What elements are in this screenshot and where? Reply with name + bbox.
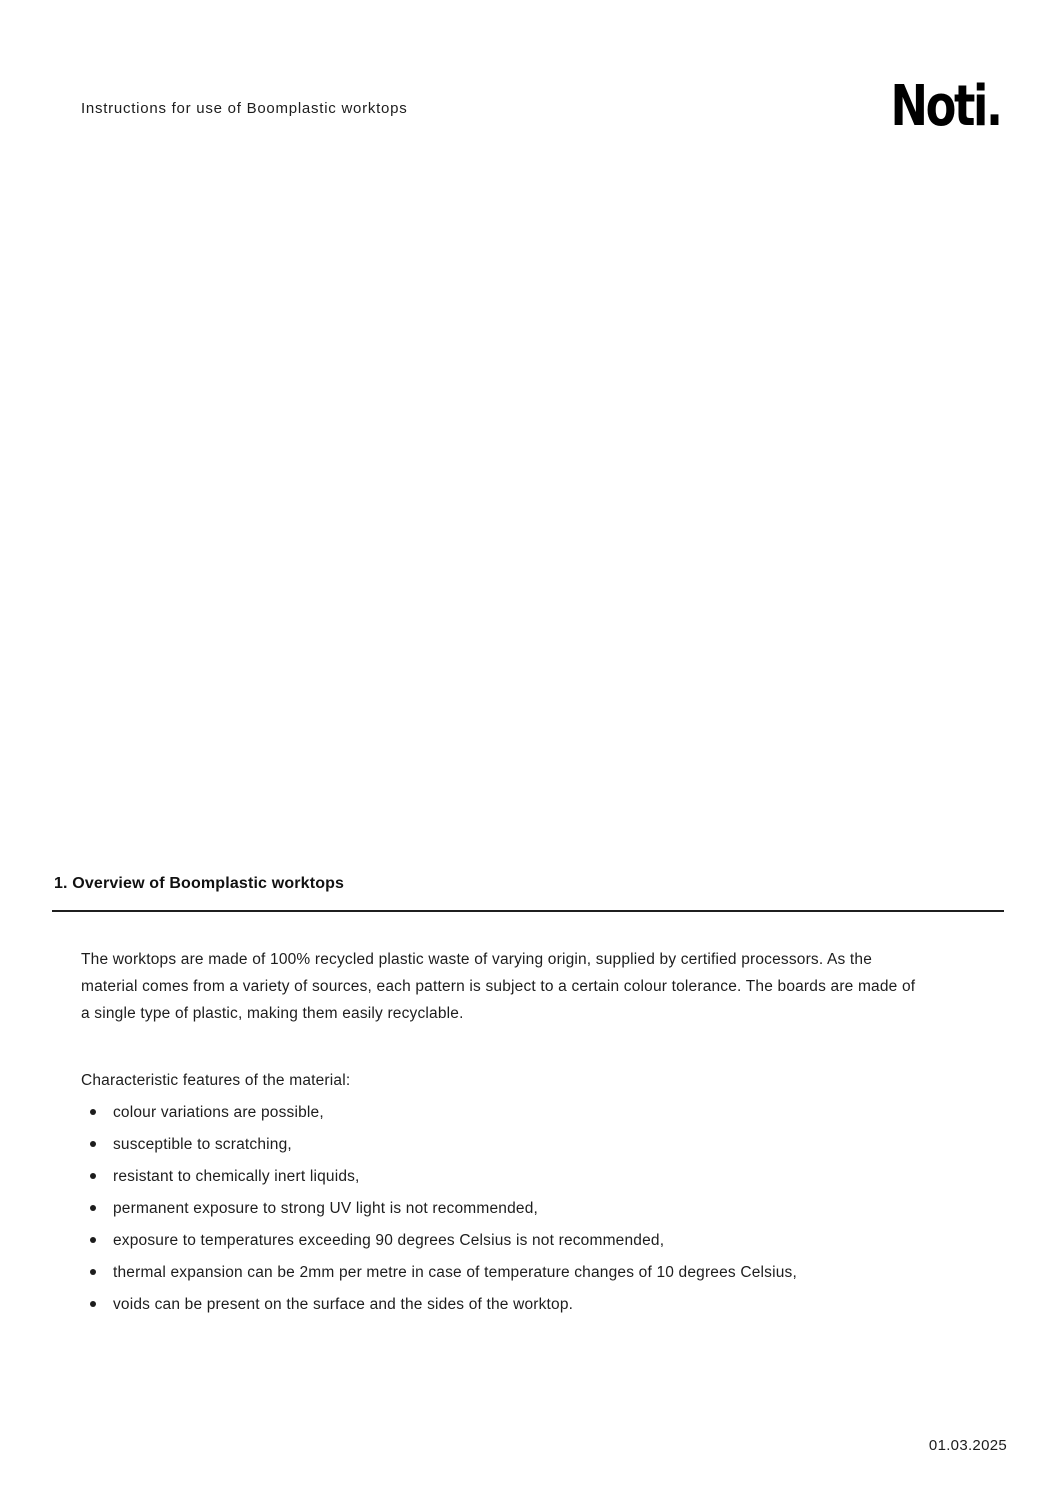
feature-item — [81, 1295, 797, 1314]
feature-text: voids can be present on the surface and the sides of the worktop. — [113, 1296, 574, 1313]
intro-paragraph — [81, 946, 915, 1027]
document-title: Instructions for use of Boomplastic worktops — [81, 100, 408, 117]
bullet-icon — [90, 1173, 96, 1179]
bullet-icon — [90, 1301, 96, 1307]
intro-line: material comes from a variety of sources, each pattern is subject to a certain colour tolerance. The boards are made of — [81, 978, 916, 995]
feature-text: exposure to temperatures exceeding 90 degrees Celsius is not recommended, — [113, 1232, 665, 1249]
feature-item — [81, 1263, 797, 1282]
bullet-icon — [90, 1269, 96, 1275]
feature-text: colour variations are possible, — [113, 1104, 324, 1121]
feature-text: resistant to chemically inert liquids, — [113, 1168, 360, 1185]
feature-item — [81, 1103, 797, 1122]
bullet-icon — [90, 1237, 96, 1243]
feature-item — [81, 1199, 797, 1218]
bullet-icon — [90, 1205, 96, 1211]
footer-date: 01.03.2025 — [928, 1437, 1007, 1454]
section-divider — [52, 910, 1004, 912]
noti-logo: Noti. — [890, 74, 1001, 139]
intro-line: The worktops are made of 100% recycled plastic waste of varying origin, supplied by certified processors. As the — [81, 951, 873, 968]
feature-item — [81, 1135, 797, 1154]
feature-text: permanent exposure to strong UV light is not recommended, — [113, 1200, 539, 1217]
section-heading: 1. Overview of Boomplastic worktops — [54, 875, 345, 892]
feature-item — [81, 1167, 797, 1186]
intro-line: a single type of plastic, making them easily recyclable. — [81, 1005, 464, 1022]
feature-item — [81, 1231, 797, 1250]
feature-text: susceptible to scratching, — [113, 1136, 292, 1153]
feature-text: thermal expansion can be 2mm per metre in case of temperature changes of 10 degrees Celsius, — [113, 1264, 797, 1281]
features-label: Characteristic features of the material: — [81, 1072, 351, 1089]
features-list — [81, 1103, 797, 1327]
bullet-icon — [90, 1109, 96, 1115]
bullet-icon — [90, 1141, 96, 1147]
